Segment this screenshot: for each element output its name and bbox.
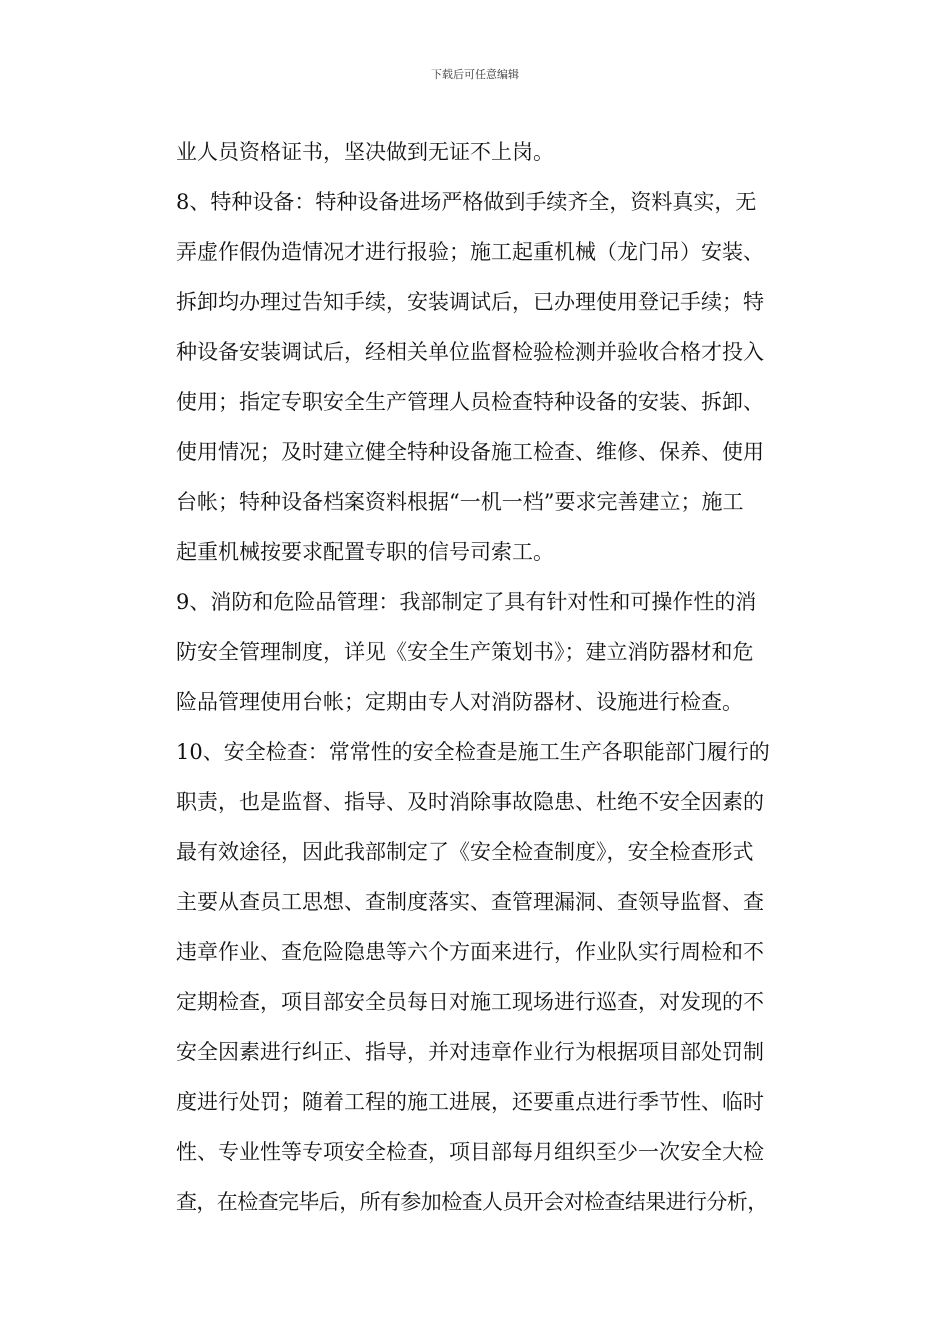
text-line: 险品管理使用台帐；定期由专人对消防器材、设施进行检查。 bbox=[176, 690, 743, 714]
text-line: 10、安全检查：常常性的安全检查是施工生产各职能部门履行的 bbox=[176, 740, 770, 764]
text-line: 职责，也是监督、指导、及时消除事故隐患、杜绝不安全因素的 bbox=[176, 790, 764, 814]
text-line: 防安全管理制度，详见《安全生产策划书》；建立消防器材和危 bbox=[176, 640, 754, 664]
text-line: 弄虚作假伪造情况才进行报验；施工起重机械（龙门吊）安装、 bbox=[176, 240, 764, 264]
text-line: 违章作业、查危险隐患等六个方面来进行，作业队实行周检和不 bbox=[176, 940, 764, 964]
text-line: 性、专业性等专项安全检查，项目部每月组织至少一次安全大检 bbox=[176, 1140, 764, 1164]
text-line: 最有效途径，因此我部制定了《安全检查制度》，安全检查形式 bbox=[176, 840, 754, 864]
text-line: 台帐；特种设备档案资料根据“一机一档”要求完善建立；施工 bbox=[176, 490, 744, 514]
text-line: 业人员资格证书，坚决做到无证不上岗。 bbox=[176, 140, 554, 164]
text-line: 查，在检查完毕后，所有参加检查人员开会对检查结果进行分析， bbox=[176, 1190, 768, 1214]
text-line: 使用情况；及时建立健全特种设备施工检查、维修、保养、使用 bbox=[176, 440, 764, 464]
text-line: 9、消防和危险品管理：我部制定了具有针对性和可操作性的消 bbox=[176, 590, 757, 614]
text-line: 拆卸均办理过告知手续，安装调试后，已办理使用登记手续；特 bbox=[176, 290, 764, 314]
document-body bbox=[176, 135, 816, 1235]
text-line: 安全因素进行纠正、指导，并对违章作业行为根据项目部处罚制 bbox=[176, 1040, 764, 1064]
text-line: 8、特种设备：特种设备进场严格做到手续齐全，资料真实，无 bbox=[176, 190, 757, 214]
text-line: 使用；指定专职安全生产管理人员检查特种设备的安装、拆卸、 bbox=[176, 390, 764, 414]
text-line: 定期检查，项目部安全员每日对施工现场进行巡查，对发现的不 bbox=[176, 990, 764, 1014]
page-header: 下载后可任意编辑 bbox=[431, 68, 519, 81]
text-line: 种设备安装调试后，经相关单位监督检验检测并验收合格才投入 bbox=[176, 340, 764, 364]
text-line: 主要从查员工思想、查制度落实、查管理漏洞、查领导监督、查 bbox=[176, 890, 764, 914]
text-line: 度进行处罚；随着工程的施工进展，还要重点进行季节性、临时 bbox=[176, 1090, 764, 1114]
text-line: 起重机械按要求配置专职的信号司索工。 bbox=[176, 540, 554, 564]
